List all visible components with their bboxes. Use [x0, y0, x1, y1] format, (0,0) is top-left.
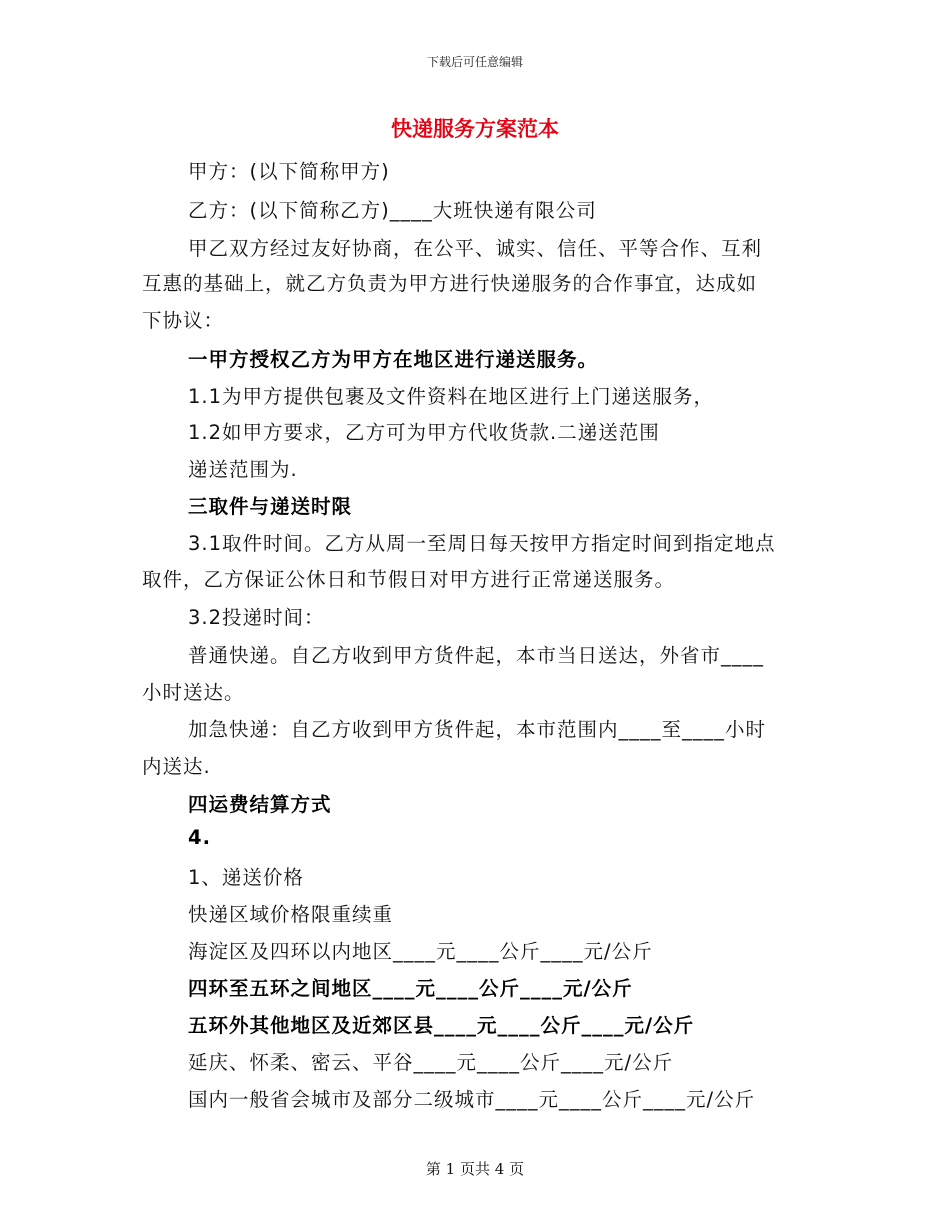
document-title: 快递服务方案范本 — [391, 117, 559, 141]
intro-paragraph-line: 甲乙双方经过友好协商，在公平、诚实、信任、平等合作、互利 — [188, 237, 763, 260]
price-row: 海淀区及四环以内地区____元____公斤____元/公斤 — [188, 940, 653, 963]
clause-line: 1.2如甲方要求，乙方可为甲方代收货款.二递送范围 — [188, 421, 660, 444]
intro-paragraph-line: 互惠的基础上，就乙方负责为甲方进行快递服务的合作事宜，达成如 — [142, 272, 758, 295]
page-footer: 第 1 页共 4 页 — [425, 1160, 525, 1178]
clause-line: 普通快递。自乙方收到甲方货件起，本市当日送达，外省市____ — [188, 644, 765, 667]
clause-line: 3.2投递时间： — [188, 606, 325, 629]
clause-line: 取件，乙方保证公休日和节假日对甲方进行正常递送服务。 — [142, 568, 676, 591]
clause-line: 递送范围为. — [188, 458, 298, 481]
clause-line: 小时送达。 — [142, 681, 245, 704]
section-heading: 三取件与递送时限 — [188, 495, 353, 518]
party-a-line: 甲方：(以下简称甲方) — [188, 160, 390, 183]
clause-number: 4. — [188, 826, 211, 849]
party-b-line: 乙方：(以下简称乙方)____大班快递有限公司 — [188, 199, 597, 222]
clause-line: 1.1为甲方提供包裹及文件资料在地区进行上门递送服务， — [188, 385, 715, 408]
clause-line: 内送达. — [142, 755, 211, 778]
price-row: 延庆、怀柔、密云、平谷____元____公斤____元/公斤 — [188, 1051, 674, 1074]
price-row: 五环外其他地区及近郊区县____元____公斤____元/公斤 — [188, 1014, 695, 1037]
intro-paragraph-line: 下协议： — [142, 309, 225, 332]
clause-line: 1、递送价格 — [188, 866, 304, 889]
price-row: 国内一般省会城市及部分二级城市____元____公斤____元/公斤 — [188, 1088, 756, 1111]
price-table-header: 快递区域价格限重续重 — [188, 903, 394, 926]
page-header: 下载后可任意编辑 — [426, 55, 523, 69]
price-row: 四环至五环之间地区____元____公斤____元/公斤 — [188, 977, 633, 1000]
section-heading: 四运费结算方式 — [188, 793, 332, 816]
section-heading: 一甲方授权乙方为甲方在地区进行递送服务。 — [188, 348, 599, 371]
clause-line: 加急快递：自乙方收到甲方货件起，本市范围内____至____小时 — [188, 718, 767, 741]
clause-line: 3.1取件时间。乙方从周一至周日每天按甲方指定时间到指定地点 — [188, 532, 776, 555]
